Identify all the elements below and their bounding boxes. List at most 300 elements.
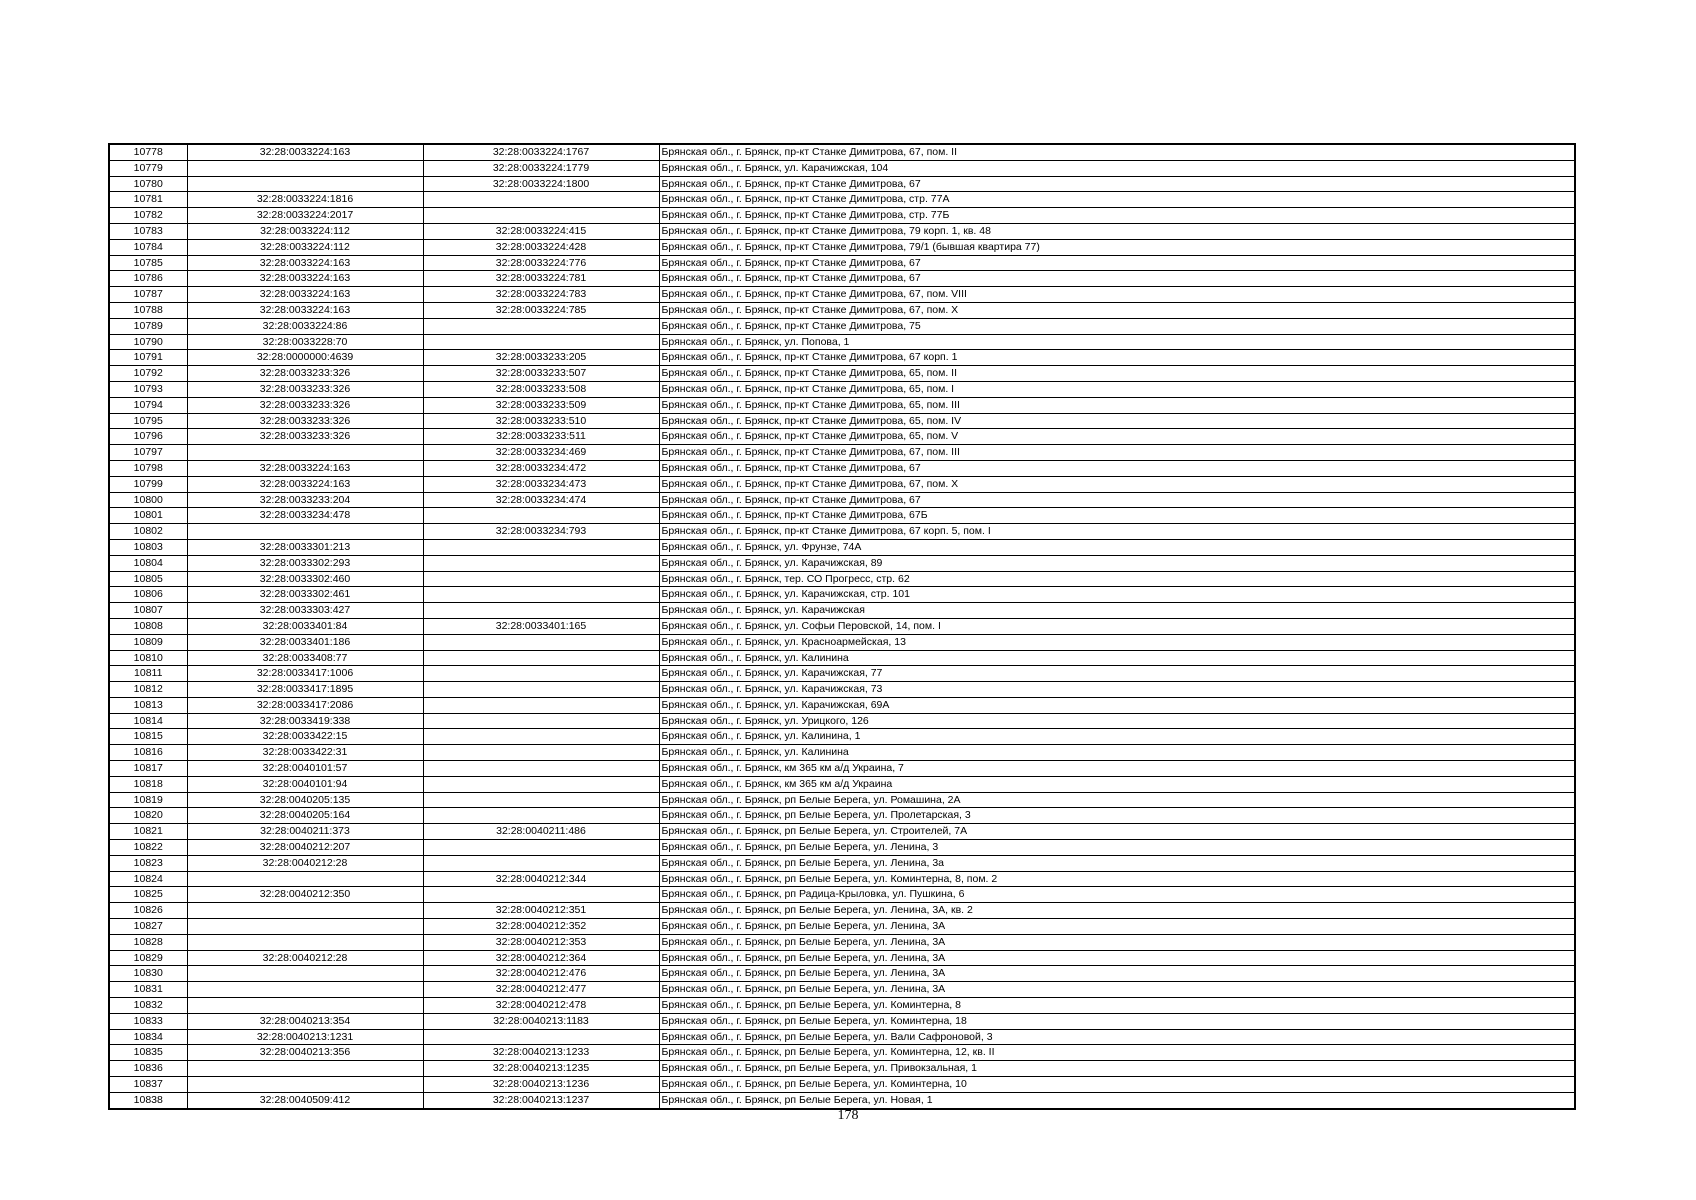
address-cell: Брянская обл., г. Брянск, пр-кт Станке Димитрова, 65, пом. V [659,429,1575,445]
address-cell: Брянская обл., г. Брянск, ул. Калинина, 1 [659,729,1575,745]
address-cell: Брянская обл., г. Брянск, тер. СО Прогресс, стр. 62 [659,571,1575,587]
cadastral-number-cell: 32:28:0040213:356 [187,1045,423,1061]
object-number-cell [423,808,659,824]
object-number-cell [423,650,659,666]
registry-table [108,143,1576,1110]
object-number-cell: 32:28:0033233:510 [423,413,659,429]
cadastral-number-cell: 32:28:0033422:15 [187,729,423,745]
address-cell: Брянская обл., г. Брянск, ул. Карачижская, 69А [659,697,1575,713]
row-number-cell: 10808 [109,618,187,634]
object-number-cell: 32:28:0033224:428 [423,239,659,255]
table-row [109,460,1575,476]
row-number-cell: 10804 [109,555,187,571]
row-number-cell: 10815 [109,729,187,745]
cadastral-number-cell: 32:28:0033233:326 [187,413,423,429]
table-row [109,808,1575,824]
address-cell: Брянская обл., г. Брянск, ул. Софьи Перовской, 14, пом. I [659,618,1575,634]
table-row [109,429,1575,445]
address-cell: Брянская обл., г. Брянск, ул. Карачижская, 73 [659,682,1575,698]
table-row [109,366,1575,382]
table-row [109,508,1575,524]
table-row [109,776,1575,792]
object-number-cell [423,729,659,745]
row-number-cell: 10822 [109,840,187,856]
cadastral-number-cell [187,524,423,540]
cadastral-number-cell: 32:28:0033224:1816 [187,192,423,208]
object-number-cell: 32:28:0040212:351 [423,903,659,919]
cadastral-number-cell: 32:28:0033224:163 [187,302,423,318]
cadastral-number-cell: 32:28:0033224:163 [187,460,423,476]
cadastral-number-cell [187,176,423,192]
table-row [109,318,1575,334]
address-cell: Брянская обл., г. Брянск, рп Белые Берега, ул. Коминтерна, 8 [659,998,1575,1014]
address-cell: Брянская обл., г. Брянск, пр-кт Станке Димитрова, 67, пом. X [659,302,1575,318]
table-row [109,966,1575,982]
table-row [109,445,1575,461]
address-cell: Брянская обл., г. Брянск, пр-кт Станке Димитрова, 67 [659,492,1575,508]
address-cell: Брянская обл., г. Брянск, ул. Попова, 1 [659,334,1575,350]
object-number-cell [423,745,659,761]
row-number-cell: 10779 [109,160,187,176]
row-number-cell: 10827 [109,919,187,935]
row-number-cell: 10793 [109,381,187,397]
table-row [109,1061,1575,1077]
address-cell: Брянская обл., г. Брянск, пр-кт Станке Димитрова, 79 корп. 1, кв. 48 [659,223,1575,239]
row-number-cell: 10817 [109,761,187,777]
cadastral-number-cell [187,903,423,919]
row-number-cell: 10795 [109,413,187,429]
table-body [109,144,1575,1109]
object-number-cell: 32:28:0033224:785 [423,302,659,318]
address-cell: Брянская обл., г. Брянск, рп Белые Берега, ул. Привокзальная, 1 [659,1061,1575,1077]
address-cell: Брянская обл., г. Брянск, пр-кт Станке Димитрова, 65, пом. II [659,366,1575,382]
table-row [109,682,1575,698]
address-cell: Брянская обл., г. Брянск, ул. Калинина [659,650,1575,666]
row-number-cell: 10806 [109,587,187,603]
object-number-cell: 32:28:0033234:793 [423,524,659,540]
object-number-cell [423,792,659,808]
row-number-cell: 10826 [109,903,187,919]
address-cell: Брянская обл., г. Брянск, пр-кт Станке Димитрова, 75 [659,318,1575,334]
table-row [109,302,1575,318]
address-cell: Брянская обл., г. Брянск, пр-кт Станке Димитрова, 67 [659,460,1575,476]
object-number-cell [423,666,659,682]
row-number-cell: 10830 [109,966,187,982]
object-number-cell: 32:28:0040212:344 [423,871,659,887]
row-number-cell: 10800 [109,492,187,508]
row-number-cell: 10790 [109,334,187,350]
object-number-cell [423,1029,659,1045]
table-row [109,239,1575,255]
address-cell: Брянская обл., г. Брянск, пр-кт Станке Димитрова, 67, пом. III [659,445,1575,461]
object-number-cell: 32:28:0040213:1233 [423,1045,659,1061]
cadastral-number-cell: 32:28:0040205:164 [187,808,423,824]
table-row [109,539,1575,555]
row-number-cell: 10811 [109,666,187,682]
row-number-cell: 10803 [109,539,187,555]
address-cell: Брянская обл., г. Брянск, пр-кт Станке Димитрова, 67 [659,271,1575,287]
table-row [109,697,1575,713]
row-number-cell: 10807 [109,603,187,619]
cadastral-number-cell: 32:28:0033224:2017 [187,208,423,224]
row-number-cell: 10837 [109,1077,187,1093]
object-number-cell: 32:28:0033224:783 [423,287,659,303]
cadastral-number-cell: 32:28:0040211:373 [187,824,423,840]
cadastral-number-cell: 32:28:0040212:207 [187,840,423,856]
row-number-cell: 10798 [109,460,187,476]
address-cell: Брянская обл., г. Брянск, пр-кт Станке Димитрова, 67, пом. X [659,476,1575,492]
table-row [109,524,1575,540]
table-row [109,603,1575,619]
cadastral-number-cell: 32:28:0033417:1006 [187,666,423,682]
address-cell: Брянская обл., г. Брянск, рп Белые Берега, ул. Ленина, 3А [659,950,1575,966]
table-row [109,919,1575,935]
object-number-cell: 32:28:0040213:1235 [423,1061,659,1077]
cadastral-number-cell: 32:28:0033234:478 [187,508,423,524]
cadastral-number-cell: 32:28:0040205:135 [187,792,423,808]
table-row [109,144,1575,160]
row-number-cell: 10812 [109,682,187,698]
address-cell: Брянская обл., г. Брянск, ул. Карачижская, 89 [659,555,1575,571]
table-row [109,255,1575,271]
table-row [109,840,1575,856]
object-number-cell: 32:28:0033233:511 [423,429,659,445]
address-cell: Брянская обл., г. Брянск, пр-кт Станке Димитрова, 67, пом. II [659,144,1575,160]
object-number-cell [423,887,659,903]
cadastral-number-cell [187,982,423,998]
row-number-cell: 10780 [109,176,187,192]
address-cell: Брянская обл., г. Брянск, ул. Калинина [659,745,1575,761]
table-row [109,413,1575,429]
cadastral-number-cell: 32:28:0033224:163 [187,144,423,160]
cadastral-number-cell: 32:28:0033224:163 [187,255,423,271]
table-row [109,208,1575,224]
address-cell: Брянская обл., г. Брянск, км 365 км а/д Украина [659,776,1575,792]
object-number-cell: 32:28:0033224:415 [423,223,659,239]
row-number-cell: 10821 [109,824,187,840]
address-cell: Брянская обл., г. Брянск, ул. Красноармейская, 13 [659,634,1575,650]
cadastral-number-cell: 32:28:0033302:461 [187,587,423,603]
address-cell: Брянская обл., г. Брянск, рп Белые Берега, ул. Ленина, 3 [659,840,1575,856]
table-row [109,1013,1575,1029]
row-number-cell: 10782 [109,208,187,224]
object-number-cell [423,318,659,334]
object-number-cell: 32:28:0040211:486 [423,824,659,840]
table-row [109,1045,1575,1061]
row-number-cell: 10778 [109,144,187,160]
table-row [109,729,1575,745]
table-row [109,650,1575,666]
cadastral-number-cell: 32:28:0033408:77 [187,650,423,666]
address-cell: Брянская обл., г. Брянск, рп Белые Берега, ул. Коминтерна, 10 [659,1077,1575,1093]
object-number-cell: 32:28:0033224:1767 [423,144,659,160]
table-row [109,792,1575,808]
object-number-cell [423,761,659,777]
cadastral-number-cell: 32:28:0033401:186 [187,634,423,650]
address-cell: Брянская обл., г. Брянск, ул. Карачижская, 77 [659,666,1575,682]
table-row [109,571,1575,587]
table-row [109,1092,1575,1108]
object-number-cell [423,555,659,571]
object-number-cell: 32:28:0033401:165 [423,618,659,634]
table-row [109,745,1575,761]
cadastral-number-cell: 32:28:0040101:57 [187,761,423,777]
address-cell: Брянская обл., г. Брянск, ул. Урицкого, 126 [659,713,1575,729]
row-number-cell: 10819 [109,792,187,808]
cadastral-number-cell [187,1061,423,1077]
object-number-cell [423,571,659,587]
object-number-cell: 32:28:0033234:474 [423,492,659,508]
object-number-cell [423,508,659,524]
row-number-cell: 10791 [109,350,187,366]
object-number-cell: 32:28:0040212:364 [423,950,659,966]
object-number-cell [423,840,659,856]
table-row [109,713,1575,729]
cadastral-number-cell [187,871,423,887]
address-cell: Брянская обл., г. Брянск, пр-кт Станке Димитрова, 67 [659,176,1575,192]
address-cell: Брянская обл., г. Брянск, рп Белые Берега, ул. Ленина, 3а [659,855,1575,871]
object-number-cell: 32:28:0033234:472 [423,460,659,476]
table-row [109,334,1575,350]
row-number-cell: 10785 [109,255,187,271]
table-row [109,903,1575,919]
address-cell: Брянская обл., г. Брянск, пр-кт Станке Димитрова, 67 корп. 5, пом. I [659,524,1575,540]
object-number-cell: 32:28:0040212:477 [423,982,659,998]
table-row [109,397,1575,413]
object-number-cell: 32:28:0040213:1183 [423,1013,659,1029]
address-cell: Брянская обл., г. Брянск, рп Белые Берега, ул. Ленина, 3А [659,919,1575,935]
address-cell: Брянская обл., г. Брянск, ул. Карачижская, 104 [659,160,1575,176]
table-row [109,176,1575,192]
cadastral-number-cell: 32:28:0033301:213 [187,539,423,555]
row-number-cell: 10813 [109,697,187,713]
object-number-cell: 32:28:0033234:469 [423,445,659,461]
address-cell: Брянская обл., г. Брянск, рп Белые Берега, ул. Пролетарская, 3 [659,808,1575,824]
address-cell: Брянская обл., г. Брянск, пр-кт Станке Димитрова, 67, пом. VIII [659,287,1575,303]
object-number-cell: 32:28:0040212:476 [423,966,659,982]
cadastral-number-cell: 32:28:0033233:326 [187,381,423,397]
cadastral-number-cell: 32:28:0040101:94 [187,776,423,792]
object-number-cell [423,603,659,619]
object-number-cell [423,697,659,713]
address-cell: Брянская обл., г. Брянск, рп Белые Берега, ул. Ленина, 3А [659,982,1575,998]
address-cell: Брянская обл., г. Брянск, пр-кт Станке Димитрова, стр. 77А [659,192,1575,208]
cadastral-number-cell [187,445,423,461]
row-number-cell: 10833 [109,1013,187,1029]
row-number-cell: 10818 [109,776,187,792]
cadastral-number-cell: 32:28:0040212:350 [187,887,423,903]
cadastral-number-cell: 32:28:0033422:31 [187,745,423,761]
table-row [109,476,1575,492]
row-number-cell: 10784 [109,239,187,255]
row-number-cell: 10838 [109,1092,187,1108]
cadastral-number-cell [187,934,423,950]
table-row [109,555,1575,571]
object-number-cell [423,539,659,555]
cadastral-number-cell [187,998,423,1014]
cadastral-number-cell: 32:28:0033233:326 [187,366,423,382]
row-number-cell: 10797 [109,445,187,461]
row-number-cell: 10799 [109,476,187,492]
object-number-cell: 32:28:0033224:1779 [423,160,659,176]
table-row [109,223,1575,239]
row-number-cell: 10781 [109,192,187,208]
object-number-cell: 32:28:0033224:781 [423,271,659,287]
row-number-cell: 10835 [109,1045,187,1061]
row-number-cell: 10794 [109,397,187,413]
cadastral-number-cell: 32:28:0040213:1231 [187,1029,423,1045]
table-row [109,1077,1575,1093]
table-row [109,492,1575,508]
row-number-cell: 10823 [109,855,187,871]
cadastral-number-cell: 32:28:0000000:4639 [187,350,423,366]
cadastral-number-cell: 32:28:0033401:84 [187,618,423,634]
row-number-cell: 10788 [109,302,187,318]
cadastral-number-cell [187,919,423,935]
address-cell: Брянская обл., г. Брянск, пр-кт Станке Димитрова, 67 корп. 1 [659,350,1575,366]
object-number-cell [423,682,659,698]
row-number-cell: 10789 [109,318,187,334]
address-cell: Брянская обл., г. Брянск, пр-кт Станке Димитрова, стр. 77Б [659,208,1575,224]
row-number-cell: 10810 [109,650,187,666]
cadastral-number-cell: 32:28:0040509:412 [187,1092,423,1108]
cadastral-number-cell [187,966,423,982]
object-number-cell: 32:28:0033233:507 [423,366,659,382]
object-number-cell: 32:28:0040213:1237 [423,1092,659,1108]
address-cell: Брянская обл., г. Брянск, пр-кт Станке Димитрова, 79/1 (бывшая квартира 77) [659,239,1575,255]
row-number-cell: 10831 [109,982,187,998]
object-number-cell: 32:28:0033233:509 [423,397,659,413]
object-number-cell: 32:28:0040212:478 [423,998,659,1014]
address-cell: Брянская обл., г. Брянск, пр-кт Станке Димитрова, 65, пом. I [659,381,1575,397]
row-number-cell: 10834 [109,1029,187,1045]
address-cell: Брянская обл., г. Брянск, рп Белые Берега, ул. Коминтерна, 12, кв. II [659,1045,1575,1061]
address-cell: Брянская обл., г. Брянск, ул. Карачижская [659,603,1575,619]
object-number-cell: 32:28:0040212:352 [423,919,659,935]
row-number-cell: 10814 [109,713,187,729]
object-number-cell: 32:28:0033224:1800 [423,176,659,192]
object-number-cell [423,634,659,650]
cadastral-number-cell: 32:28:0033224:86 [187,318,423,334]
address-cell: Брянская обл., г. Брянск, пр-кт Станке Димитрова, 67Б [659,508,1575,524]
table-row [109,350,1575,366]
row-number-cell: 10801 [109,508,187,524]
address-cell: Брянская обл., г. Брянск, рп Белые Берега, ул. Ленина, 3А [659,934,1575,950]
cadastral-number-cell: 32:28:0033233:326 [187,429,423,445]
cadastral-number-cell: 32:28:0033417:2086 [187,697,423,713]
object-number-cell: 32:28:0040212:353 [423,934,659,950]
object-number-cell [423,776,659,792]
address-cell: Брянская обл., г. Брянск, пр-кт Станке Димитрова, 65, пом. III [659,397,1575,413]
table-row [109,824,1575,840]
address-cell: Брянская обл., г. Брянск, рп Радица-Крыловка, ул. Пушкина, 6 [659,887,1575,903]
cadastral-number-cell: 32:28:0033224:163 [187,287,423,303]
row-number-cell: 10805 [109,571,187,587]
address-cell: Брянская обл., г. Брянск, ул. Фрунзе, 74А [659,539,1575,555]
cadastral-number-cell: 32:28:0033224:163 [187,476,423,492]
row-number-cell: 10796 [109,429,187,445]
table-row [109,381,1575,397]
table-row [109,1029,1575,1045]
table-row [109,666,1575,682]
address-cell: Брянская обл., г. Брянск, пр-кт Станке Димитрова, 67 [659,255,1575,271]
cadastral-number-cell: 32:28:0033417:1895 [187,682,423,698]
cadastral-number-cell: 32:28:0033233:326 [187,397,423,413]
object-number-cell: 32:28:0040213:1236 [423,1077,659,1093]
address-cell: Брянская обл., г. Брянск, рп Белые Берега, ул. Вали Сафроновой, 3 [659,1029,1575,1045]
object-number-cell: 32:28:0033233:205 [423,350,659,366]
object-number-cell [423,208,659,224]
table-row [109,192,1575,208]
address-cell: Брянская обл., г. Брянск, рп Белые Берега, ул. Ленина, 3А, кв. 2 [659,903,1575,919]
cadastral-number-cell: 32:28:0040213:354 [187,1013,423,1029]
table-row [109,871,1575,887]
table-row [109,998,1575,1014]
cadastral-number-cell: 32:28:0033233:204 [187,492,423,508]
address-cell: Брянская обл., г. Брянск, пр-кт Станке Димитрова, 65, пом. IV [659,413,1575,429]
address-cell: Брянская обл., г. Брянск, рп Белые Берега, ул. Ленина, 3А [659,966,1575,982]
row-number-cell: 10828 [109,934,187,950]
table-row [109,855,1575,871]
cadastral-number-cell: 32:28:0040212:28 [187,950,423,966]
cadastral-number-cell: 32:28:0033224:112 [187,239,423,255]
object-number-cell [423,334,659,350]
table-row [109,160,1575,176]
row-number-cell: 10832 [109,998,187,1014]
object-number-cell [423,855,659,871]
object-number-cell: 32:28:0033224:776 [423,255,659,271]
table-row [109,761,1575,777]
address-cell: Брянская обл., г. Брянск, рп Белые Берега, ул. Коминтерна, 18 [659,1013,1575,1029]
table-row [109,271,1575,287]
row-number-cell: 10786 [109,271,187,287]
address-cell: Брянская обл., г. Брянск, рп Белые Берега, ул. Новая, 1 [659,1092,1575,1108]
cadastral-number-cell: 32:28:0040212:28 [187,855,423,871]
object-number-cell [423,192,659,208]
table-row [109,982,1575,998]
table-row [109,587,1575,603]
address-cell: Брянская обл., г. Брянск, рп Белые Берега, ул. Ромашина, 2А [659,792,1575,808]
row-number-cell: 10836 [109,1061,187,1077]
row-number-cell: 10783 [109,223,187,239]
row-number-cell: 10824 [109,871,187,887]
object-number-cell [423,587,659,603]
address-cell: Брянская обл., г. Брянск, км 365 км а/д Украина, 7 [659,761,1575,777]
table-row [109,950,1575,966]
table-row [109,618,1575,634]
cadastral-number-cell: 32:28:0033224:163 [187,271,423,287]
object-number-cell: 32:28:0033234:473 [423,476,659,492]
row-number-cell: 10792 [109,366,187,382]
table-row [109,934,1575,950]
row-number-cell: 10802 [109,524,187,540]
cadastral-number-cell: 32:28:0033302:293 [187,555,423,571]
table-row [109,887,1575,903]
cadastral-number-cell [187,1077,423,1093]
object-number-cell [423,713,659,729]
row-number-cell: 10820 [109,808,187,824]
cadastral-number-cell: 32:28:0033224:112 [187,223,423,239]
row-number-cell: 10829 [109,950,187,966]
cadastral-number-cell: 32:28:0033419:338 [187,713,423,729]
cadastral-number-cell [187,160,423,176]
object-number-cell: 32:28:0033233:508 [423,381,659,397]
row-number-cell: 10809 [109,634,187,650]
table-row [109,287,1575,303]
cadastral-number-cell: 32:28:0033303:427 [187,603,423,619]
cadastral-number-cell: 32:28:0033228:70 [187,334,423,350]
row-number-cell: 10825 [109,887,187,903]
